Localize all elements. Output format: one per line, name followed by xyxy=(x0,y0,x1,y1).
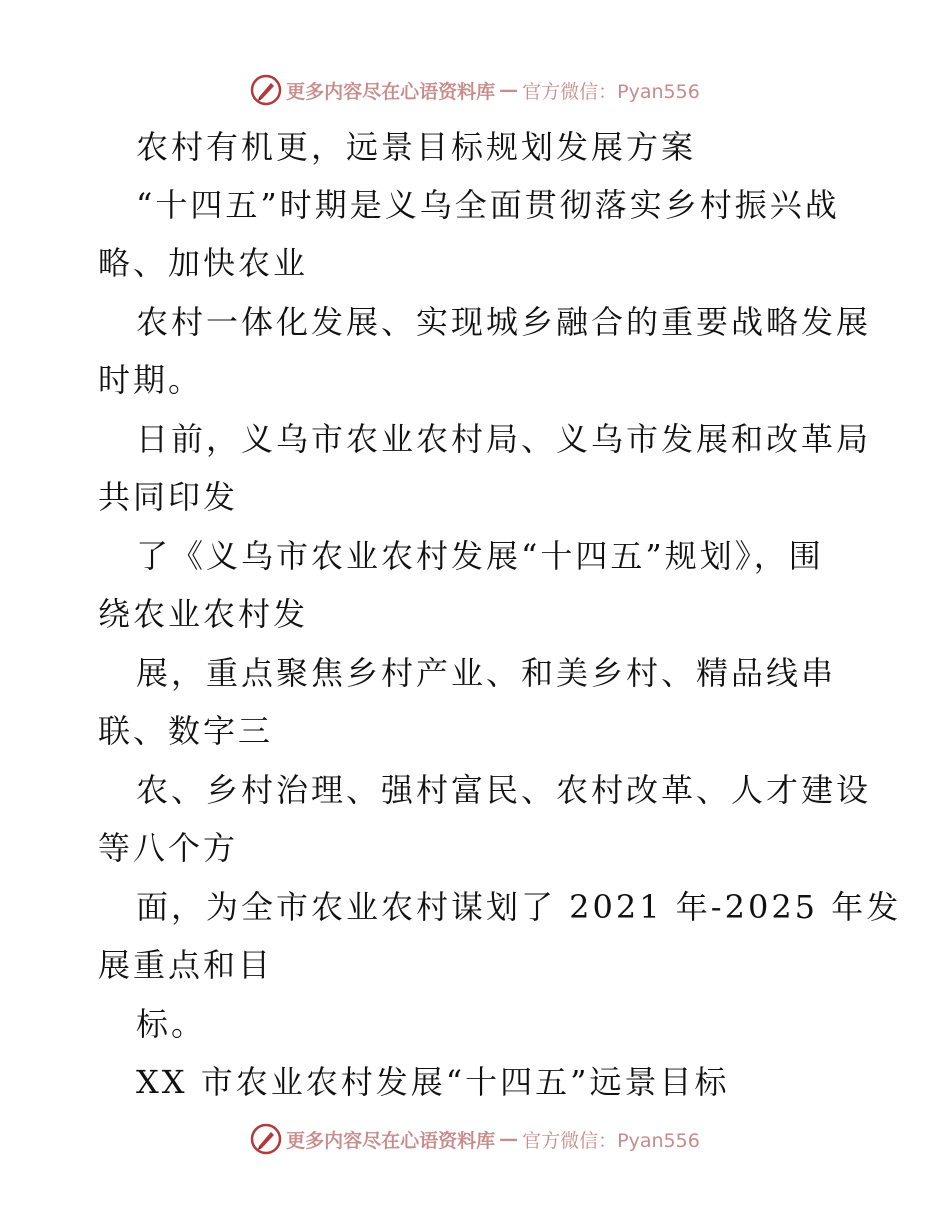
watermark-text: 更多内容尽在心语资料库 xyxy=(286,80,496,103)
paragraph-line: 联、数字三 xyxy=(98,712,274,750)
watermark-banner-bottom xyxy=(0,1121,950,1157)
watermark-text: 更多内容尽在心语资料库 xyxy=(286,1129,496,1152)
paragraph-line: 了《义乌市农业农村发展“十四五”规划》，围 xyxy=(136,537,824,575)
paragraph-line: 标。 xyxy=(136,1005,207,1043)
paragraph-line: 共同印发 xyxy=(98,478,239,516)
paragraph-line: 展，重点聚焦乡村产业、和美乡村、精品线串 xyxy=(136,654,837,692)
paragraph-line: “十四五”时期是义乌全面贯彻落实乡村振兴战 xyxy=(136,186,840,224)
paragraph-line: 略、加快农业 xyxy=(98,244,309,282)
paragraph-line: 绕农业农村发 xyxy=(98,595,309,633)
paragraph-line: 农村一体化发展、实现城乡融合的重要战略发展 xyxy=(136,303,872,341)
watermark-banner-top xyxy=(0,72,950,108)
document-title: 农村有机更，远景目标规划发展方案 xyxy=(136,128,697,166)
watermark-separator: — xyxy=(499,79,519,101)
watermark-wechat: 官方微信：Pyan556 xyxy=(522,1129,700,1152)
paragraph-line: 展重点和目 xyxy=(98,946,274,984)
watermark-separator: — xyxy=(499,1128,519,1150)
watermark-wechat: 官方微信：Pyan556 xyxy=(522,80,700,103)
section-heading: XX 市农业农村发展“十四五”远景目标 xyxy=(136,1063,730,1101)
paragraph-line: 等八个方 xyxy=(98,829,239,867)
paragraph-line: 农、乡村治理、强村富民、农村改革、人才建设 xyxy=(136,771,872,809)
paragraph-line: 面，为全市农业农村谋划了 2021 年-2025 年发 xyxy=(136,888,902,926)
pen-logo-icon xyxy=(250,1123,282,1155)
watermark-content xyxy=(250,1123,700,1155)
pen-logo-icon xyxy=(250,74,282,106)
watermark-content xyxy=(250,74,700,106)
paragraph-line: 时期。 xyxy=(98,361,204,399)
paragraph-line: 日前，义乌市农业农村局、义乌市发展和改革局 xyxy=(136,420,872,458)
